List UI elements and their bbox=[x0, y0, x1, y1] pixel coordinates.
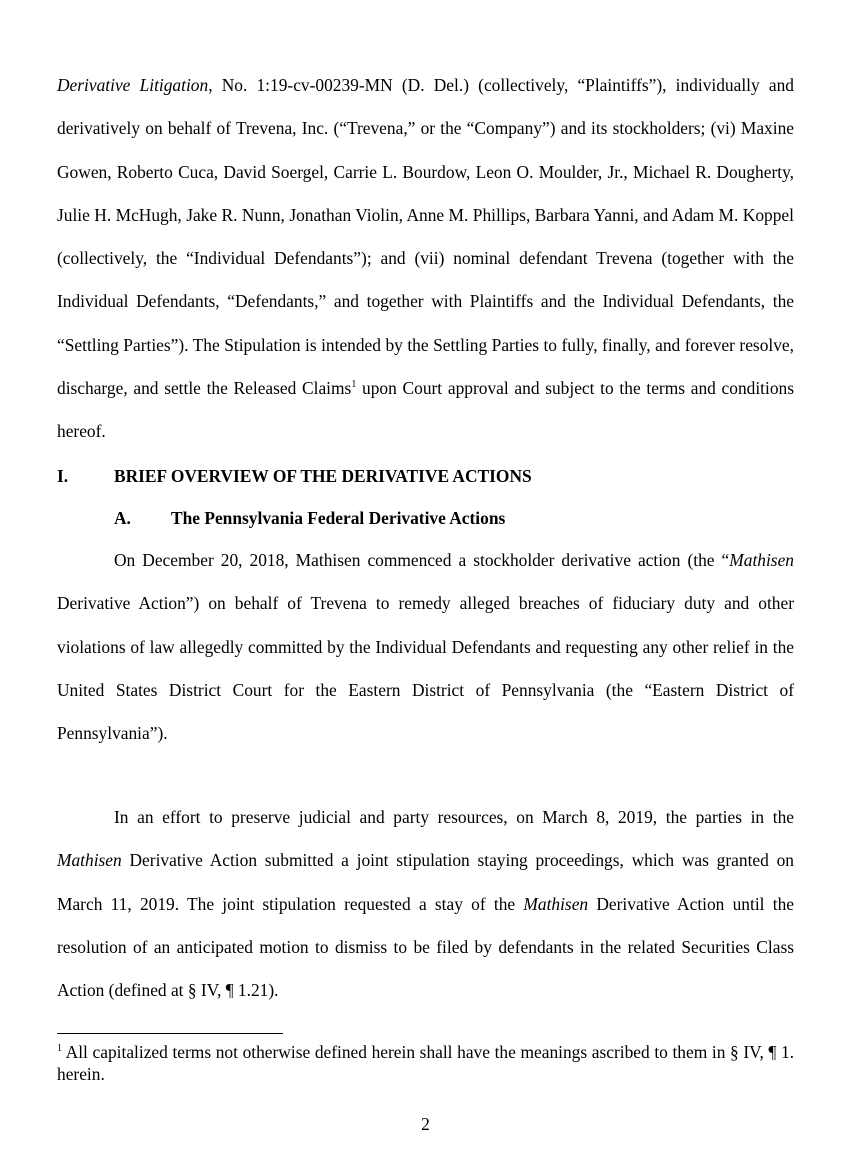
paragraph-text: Derivative Action”) on behalf of Trevena to remedy alleged breaches of fiduciary duty and other violations of law allegedly committed by the Individual Defendants and requesting any other relief in the United States District Court for the Eastern District of Pennsylvania (the “Eastern District of Pennsylvania”). bbox=[57, 593, 794, 744]
case-name-italic: Mathisen bbox=[523, 893, 589, 914]
paragraph-text: Derivative Action until the resolution of an anticipated motion to dismiss to be filed by defendants in the related Securities Class Action (defined at § IV, ¶ 1.21). bbox=[57, 893, 794, 1001]
subsection-number: A. bbox=[114, 508, 131, 528]
paragraph-text: upon Court approval and subject to the terms and conditions hereof. bbox=[57, 378, 795, 442]
case-name-italic: Mathisen bbox=[57, 850, 122, 871]
paragraph-parties bbox=[57, 64, 794, 454]
footnote bbox=[57, 1041, 794, 1085]
section-number: I. bbox=[57, 466, 69, 486]
paragraph-text: Derivative Action submitted a joint stipulation staying proceedings, which was granted on March 11, 2019. The joint stipulation requested a stay of the bbox=[57, 850, 794, 914]
paragraph-text: , No. 1:19-cv-00239-MN (D. Del.) (collectively, “Plaintiffs”), individually and derivatively on behalf of Trevena, Inc. (“Trevena,” or the “Company”) and its stockholders; (vi) Maxine Gowen, Roberto Cuca, David Soergel, Carrie L. Bourdow, Leon O. Moulder, Jr., Michael R. Dougherty, Julie H. McHugh, Jake R. Nunn, Jonathan Violin, Anne M. Phillips, Barbara Yanni, and Adam M. Koppel (collectively, the “Individual Defendants”); and (vii) nominal defendant Trevena (together with the Individual Defendants, “Defendants,” and together with Plaintiffs and the Individual Defendants, the “Settling Parties”). The Stipulation is intended by the Settling Parties to fully, finally, and forever resolve, discharge, and settle the Released Claims bbox=[57, 75, 794, 399]
footnote-divider bbox=[57, 1033, 283, 1034]
footnote-text: All capitalized terms not otherwise defined herein shall have the meanings ascribed to them in § IV, ¶ 1. herein. bbox=[57, 1042, 794, 1084]
footnote-marker: 1 bbox=[57, 1043, 62, 1054]
subsection-title: The Pennsylvania Federal Derivative Actions bbox=[171, 508, 506, 528]
paragraph-text: On December 20, 2018, Mathisen commenced a stockholder derivative action (the “ bbox=[114, 550, 730, 570]
document-page bbox=[57, 0, 794, 1150]
paragraph-mathisen-commenced bbox=[57, 539, 794, 755]
section-title: BRIEF OVERVIEW OF THE DERIVATIVE ACTIONS bbox=[114, 466, 532, 486]
case-title-italic: Derivative Litigation bbox=[57, 75, 209, 95]
page-number: 2 bbox=[421, 1114, 430, 1134]
section-heading bbox=[57, 464, 532, 488]
subsection-heading bbox=[114, 506, 505, 530]
case-name-italic: Mathisen bbox=[729, 550, 794, 570]
paragraph-stay bbox=[57, 796, 794, 1012]
paragraph-text: In an effort to preserve judicial and party resources, on March 8, 2019, the parties in the bbox=[114, 807, 794, 827]
footnote-reference: 1 bbox=[351, 379, 357, 391]
